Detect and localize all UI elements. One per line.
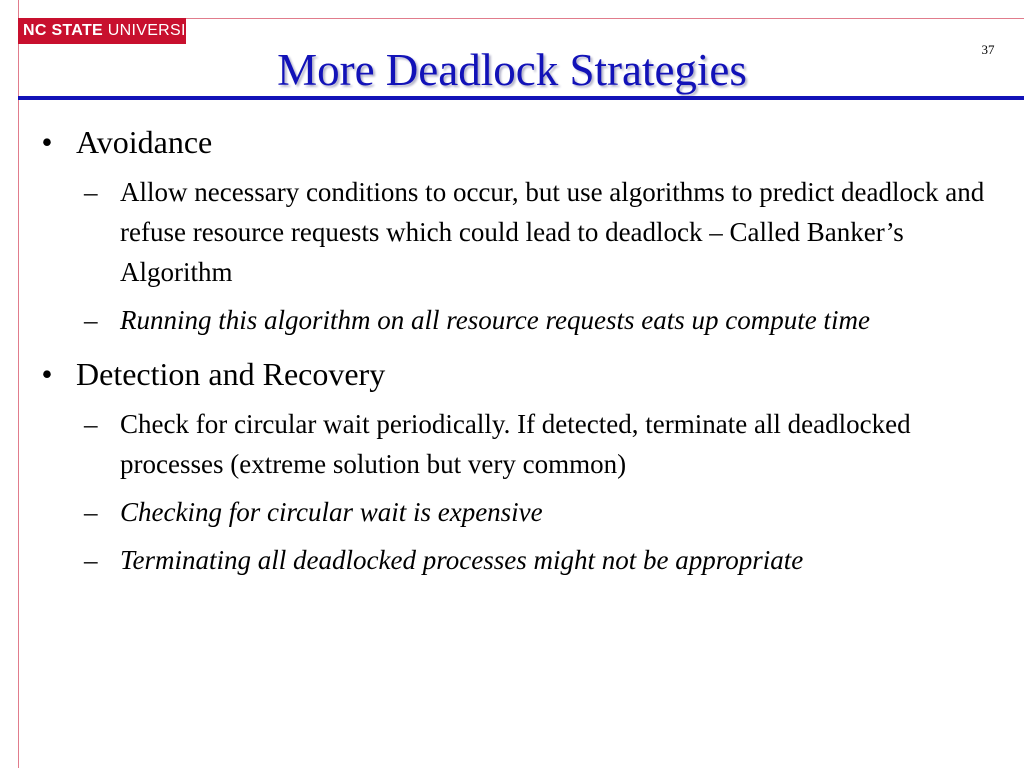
sub-bullet	[32, 300, 1012, 340]
dash-icon: –	[84, 177, 98, 207]
sub-bullet	[32, 540, 1012, 580]
logo-bold-text: NC STATE	[23, 22, 104, 39]
bullet-icon: •	[41, 356, 53, 392]
slide-content	[32, 120, 1012, 588]
sub-bullet	[32, 404, 1012, 484]
bullet-text: Avoidance	[76, 124, 213, 160]
bullet-avoidance	[32, 120, 1012, 164]
sub-bullet	[32, 492, 1012, 532]
bullet-detection-and-recovery	[32, 352, 1012, 396]
sub-bullet-text: Check for circular wait periodically. If detected, terminate all deadlocked processes (extreme solution but very common)	[120, 409, 911, 479]
dash-icon: –	[84, 497, 98, 527]
logo-rest-text: UNIVERSITY	[103, 22, 207, 39]
left-border-line	[18, 0, 19, 768]
sub-bullet-text: Allow necessary conditions to occur, but use algorithms to predict deadlock and refuse resource requests which could lead to deadlock – Called Banker’s Algorithm	[120, 177, 985, 287]
dash-icon: –	[84, 305, 98, 335]
bullet-icon: •	[41, 124, 53, 160]
sub-bullet	[32, 172, 1012, 292]
sub-bullet-text: Running this algorithm on all resource requests eats up compute time	[120, 305, 870, 335]
sub-bullet-text: Terminating all deadlocked processes might not be appropriate	[120, 545, 804, 575]
dash-icon: –	[84, 545, 98, 575]
slide-title: More Deadlock Strategies	[277, 45, 747, 95]
bullet-text: Detection and Recovery	[76, 356, 386, 392]
title-underline	[18, 96, 1024, 100]
sub-bullet-text: Checking for circular wait is expensive	[120, 497, 543, 527]
dash-icon: –	[84, 409, 98, 439]
slide-number: 37	[981, 42, 995, 57]
